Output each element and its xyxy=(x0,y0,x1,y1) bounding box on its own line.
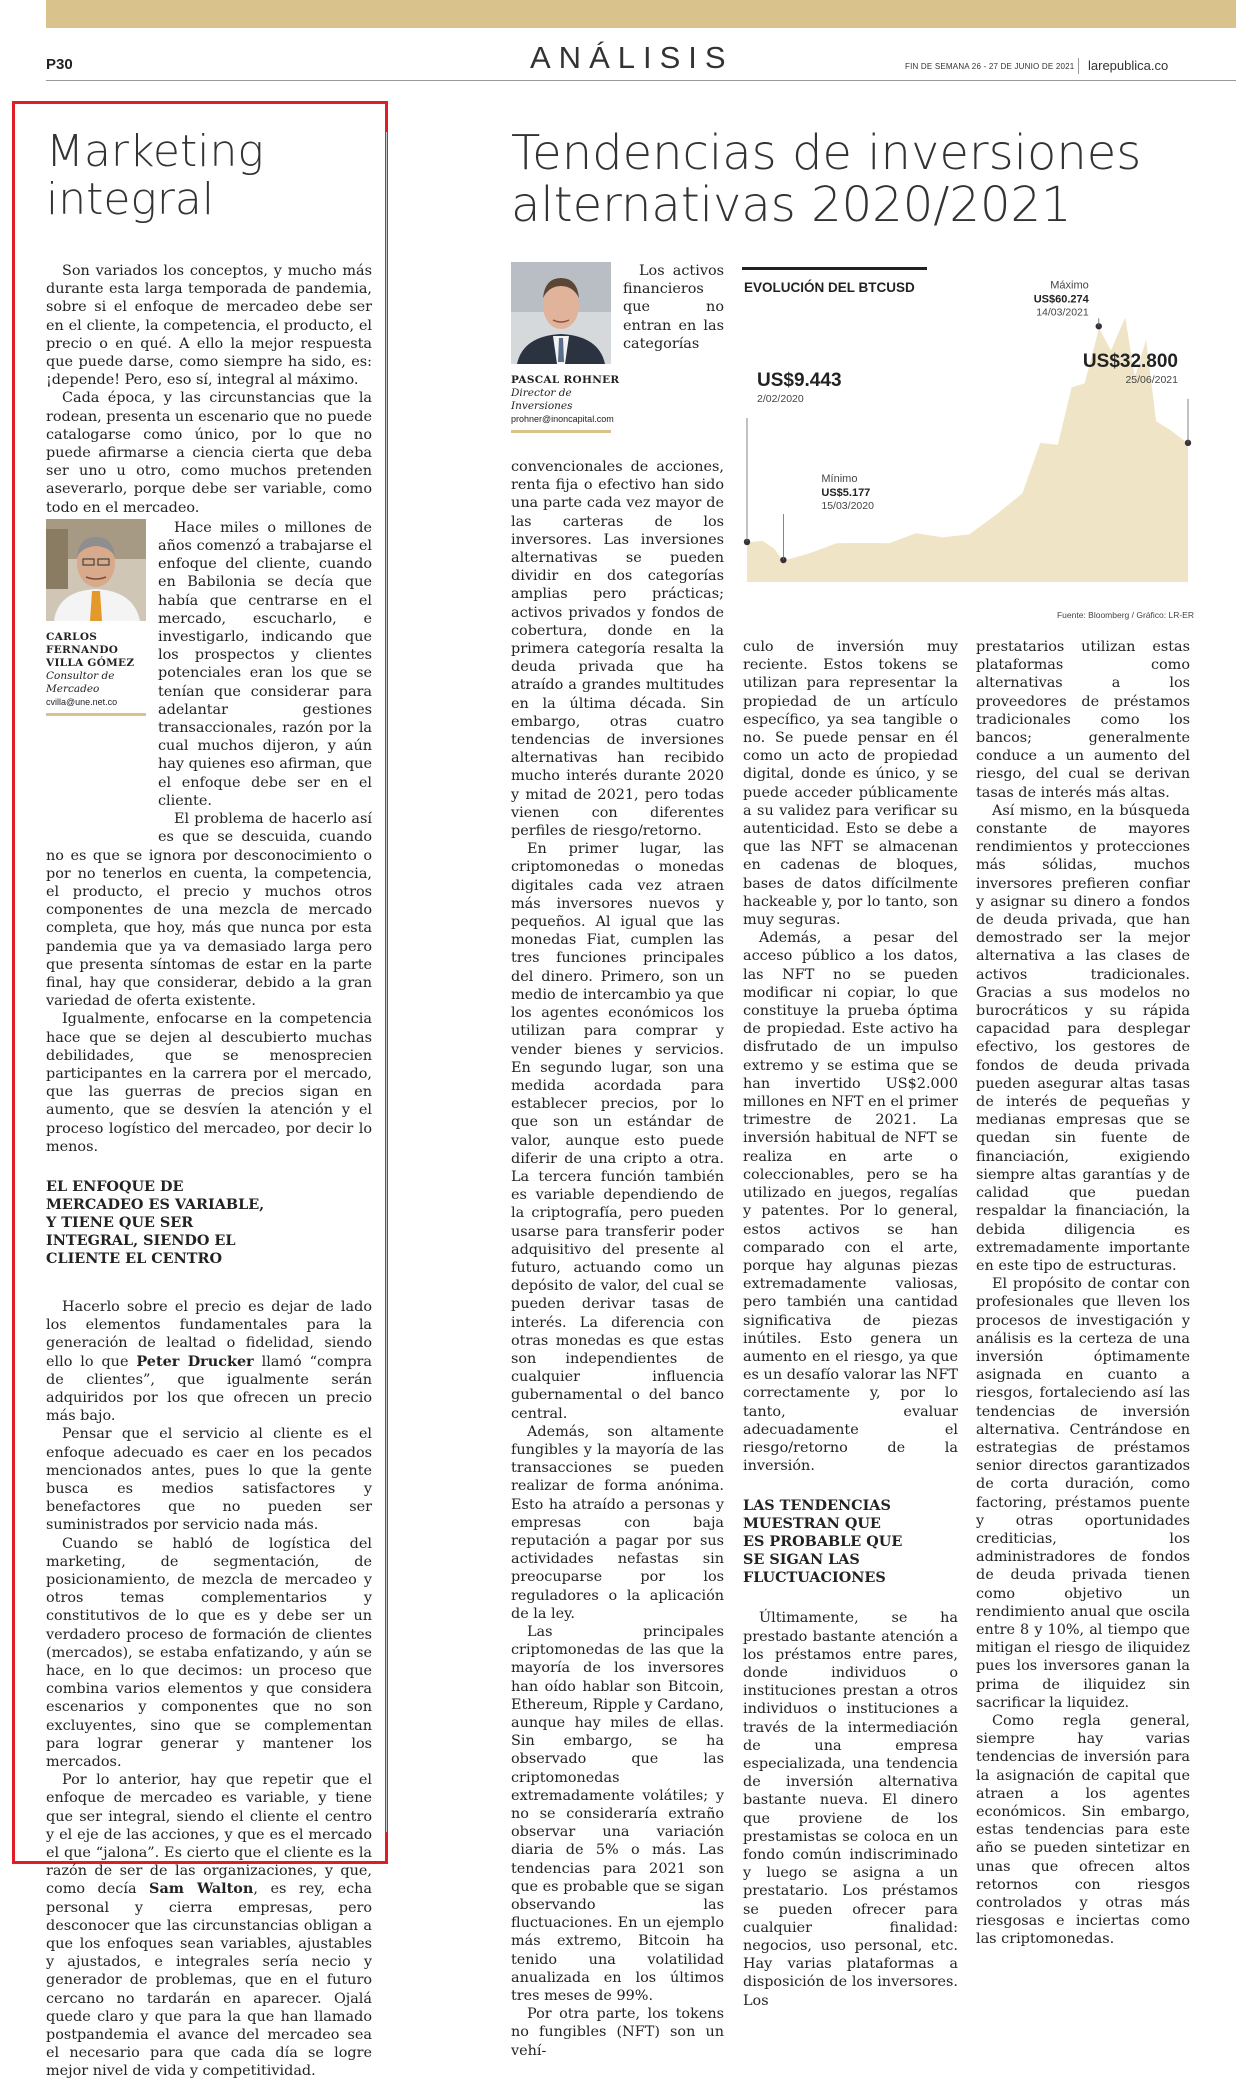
author-email[interactable]: cvilla@une.net.co xyxy=(46,696,118,707)
paragraph xyxy=(46,1298,372,1425)
paragraph: Por otra parte, los tokens no fungibles (NFT) son un vehí- xyxy=(511,2006,724,2059)
issue-date: FIN DE SEMANA 26 - 27 DE JUNIO DE 2021 xyxy=(905,62,1075,71)
text: Por lo anterior, hay que repetir que el enfoque de mercadeo es variable, y tiene que ser integral, siendo el cliente el centro y el eje de las acciones, y que es el mercado el que “jalona”. Es cierto que el cliente es la razón de ser de las organizaciones, y que, como decía xyxy=(46,1772,372,1898)
right-article-col-2 xyxy=(743,638,958,2010)
author-box xyxy=(511,262,623,458)
header-rule xyxy=(46,80,1236,81)
paragraph: prestatarios utilizan estas plataformas como alternativas a los proveedores de préstamos tradicionales como los bancos; generalmente conduce a un aumento del riesgo, del cual se derivan tasas de interés más altas. xyxy=(976,639,1190,801)
paragraph: En primer lugar, las criptomonedas o monedas digitales cada vez atraen más inversores nuevos y pequeños. Al igual que las monedas Fiat, cumplen las tres funciones principales del dinero. Primero, son un medio de intercambio ya que los agentes económicos los utilizan para comprar y vender bienes y servicios. En segundo lugar, son una medida acordada para establecer precios, por lo que son un estándar de valor, aunque esto puede diferir de una cripto a otra. La tercera función también es variable dependiendo de la criptografía, pero pueden usarse para transferir poder adquisitivo del presente al futuro, actuando como un depósito de valor, del cual se pueden derivar tasas de interés. La diferencia con otras monedas es que estas son independientes de cualquier influencia gubernamental o del banco central. xyxy=(511,841,724,1422)
annotation-value: US$5.177 xyxy=(821,487,871,500)
column-divider xyxy=(386,132,387,1832)
annotation-value: US$60.274 xyxy=(1033,293,1089,306)
author-name: CARLOS FERNANDO VILLA GÓMEZ xyxy=(46,630,135,669)
annotation-value: US$32.800 xyxy=(1082,350,1178,372)
text: llamó “compra de clientes”, que igualmente serán adquiridos por los que ofrecen un precio más bajo. xyxy=(46,1353,373,1425)
left-subhead: EL ENFOQUE DE MERCADEO ES VARIABLE, Y TIENE QUE SER INTEGRAL, SIENDO EL CLIENTE EL CENTRO xyxy=(46,1177,265,1267)
text: Hacerlo sobre el precio es dejar de lado los elementos fundamentales para la generación de lealtad o fidelidad, siendo ello lo que xyxy=(46,1298,372,1370)
paragraph: El problema de hacerlo así es que se descuida, cuando no es que se ignora por desconocimiento o por no tenerlos en cuenta, la competencia, el producto, el precio y muchos otros componentes de una mezcla de mercado completa, que hoy, más que nunca por esta pandemia que ya va demasiado larga pero que presenta síntomas de estar en la parte final, hay que considerar, debido a la gran variedad de oferta existente. xyxy=(46,811,372,1010)
annotation-value: US$9.443 xyxy=(757,369,842,391)
annotation-label: Mínimo xyxy=(821,473,858,486)
paragraph: Igualmente, enfocarse en la competencia hace que se dejen al descubierto muchas debilidades, que se menosprecien participantes en la carrera por el mercado, que las guerras de precios sigan en aumento, que se desvíen la atención y el proceso logístico del mercadeo, por decir lo menos. xyxy=(46,1011,372,1155)
paragraph: El propósito de contar con profesionales que lleven los procesos de investigación y análisis es la certeza de una inversión óptimamente asignada en cuanto a riesgos, fortaleciendo así las tendencias de inversión alternativa. Centrándose en estrategias de préstamos senior directos garantizados de corta duración, como factoring, préstamos puente y otras oportunidades crediticias, los administradores de fondos de deuda privada tienen como objetivo un rendimiento anual que oscila entre 8 y 10%, al tiempo que mitigan el riesgo de iliquidez pues los inversores ganan la prima de iliquidez sin sacrificar la liquidez. xyxy=(976,1276,1190,1711)
btc-chart-svg xyxy=(742,262,1196,630)
page-number: P30 xyxy=(46,56,73,73)
btc-chart xyxy=(742,262,1196,630)
right-article-col-3 xyxy=(976,638,1190,1949)
bold-name: Peter Drucker xyxy=(136,1352,254,1370)
left-article-title: Marketing integral xyxy=(46,126,264,225)
author-role: Director de Inversiones xyxy=(511,387,573,412)
bio-rule xyxy=(46,713,146,716)
author-photo xyxy=(511,262,611,364)
paragraph xyxy=(46,1771,372,2080)
paragraph: Los activos financieros que no entran en las categorías convencionales de acciones, renta fija o efectivo han sido una parte cada vez mayor de las carteras de los inversores. Las inversiones alternativas se pueden dividir en dos categorías amplias pero prácticas; activos privados y fondos de cobertura, donde en la primera categoría resalta la deuda privada que ha atraído a grandes multitudes en la última década. Sin embargo, otras cuatro tendencias de inversiones alternativas han recibido mucho interés durante 2020 y mitad de 2021, pero todas vienen con diferentes perfiles de riesgo/retorno. xyxy=(511,263,724,840)
bio-rule xyxy=(511,430,611,433)
text: , es rey, echa personal y cierra empresas, pero desconocer que las circunstancias obligan a que los enfoques sean variables, ajustables y ajustados, e integrales sería necio y generador de problemas, que en el futuro cercano no tardarán en aparecer. Ojalá quede claro y que para la que han llamado postpandemia el avance del mercadeo sea el necesario para que cada día se logre mejor nivel de vida y competitividad. xyxy=(46,1881,372,2080)
paragraph: Últimamente, se ha prestado bastante atención a los préstamos entre pares, donde individuos o instituciones prestan a otros individuos o instituciones a través de la intermediación de una empresa especializada, una tendencia de inversión alternativa bastante nueva. El dinero que proviene de los prestamistas se coloca en un fondo común indiscriminado y luego se asigna a un prestatario. Los préstamos se pueden ofrecer para cualquier finalidad: negocios, uso personal, etc. Hay varias plataformas a disposición de los inversores. Los xyxy=(743,1610,958,2009)
paragraph: Las principales criptomonedas de las que la mayoría de los inversores han oído hablar son Bitcoin, Ethereum, Ripple y Cardano, aunque hay miles de ellas. Sin embargo, se ha observado que las criptomonedas extremadamente volátiles; y no se consideraría extraño observar una variación diaria de 5% o más. Las tendencias para 2021 son que es probable que se sigan observando las fluctuaciones. En un ejemplo más extremo, Bitcoin ha tenido una volatilidad anualizada en los últimos tres meses de 99%. xyxy=(511,1624,724,2005)
author-email[interactable]: prohner@inoncapital.com xyxy=(511,414,614,424)
header-separator xyxy=(1078,58,1079,74)
paragraph: Son variados los conceptos, y mucho más durante esta larga temporada de pandemia, sobre si el enfoque de mercadeo debe ser en el cliente, la competencia, el producto, el precio o en qué. A ello la mejor respuesta que puede darse, como siempre ha sido, es: ¡depende! Pero, eso sí, integral al máximo. xyxy=(46,263,372,389)
chart-title-rule xyxy=(742,267,927,270)
paragraph: Además, a pesar del acceso público a los datos, las NFT no se pueden modificar ni copiar, lo que constituye la prueba óptima de propiedad. Este activo ha disfrutado de un impulso extremo y se estima que se han invertido US$2.000 millones en NFT en el primer trimestre de 2021. La inversión habitual de NFT se realiza en arte o coleccionables, pero se ha utilizado en juegos, regalías y patentes. Por lo general, estos activos se han comparado con el arte, porque hay algunas piezas extremadamente valiosas, pero también una cantidad significativa de piezas inútiles. Esto genera un aumento en el riesgo, ya que es un desafío valorar las NFT correctamente y, por lo tanto, evaluar adecuadamente el riesgo/retorno de la inversión. xyxy=(743,930,958,1475)
annotation-date: 15/03/2020 xyxy=(821,500,874,513)
left-article-body xyxy=(46,262,372,2081)
paragraph: Así mismo, en la búsqueda constante de mayores rendimientos y protecciones más sólidas, muchos inversores prefieren confiar y asignar su dinero a fondos de deuda privada, que han demostrado ser la mejor alternativa a las clases de activos tradicionales. Gracias a sus modelos no burocráticos y su rápida capacidad para desplegar efectivo, los gestores de fondos de deuda privada pueden asegurar altas tasas de interés de pequeñas y medianas empresas que se quedan sin fuente de financiación, exigiendo siempre altas garantías y de calidad que puedan respaldar la financiación, la debida diligencia es extremadamente importante en este tipo de estructuras. xyxy=(976,802,1190,1274)
annotation-date: 25/06/2021 xyxy=(1125,373,1178,386)
bold-name: Sam Walton xyxy=(149,1880,254,1898)
paragraph: culo de inversión muy reciente. Estos tokens se utilizan para representar la propiedad de un artículo específico, ya sea tangible o no. Se puede pensar en él como un acto de propiedad digital, donde es único, y se puede acceder públicamente a su validez para verificar su autenticidad. Esto se debe a que las NFT se almacenan en cadenas de bloques, bases de datos difícilmente hackeable y, por lo tanto, son muy seguras. xyxy=(743,639,958,929)
annotation-date: 2/02/2020 xyxy=(757,392,804,405)
right-article-title: Tendencias de inversiones alternativas 2020/2021 xyxy=(511,125,1142,233)
paragraph: Como regla general, siempre hay varias tendencias de inversión para la asignación de capital que atraen a los agentes económicos. Sin embargo, estas tendencias para este año se pueden sintetizar en unas que ofrecen altos retornos con riesgos controlados y otras más riesgosas e inciertas como las criptomonedas. xyxy=(976,1712,1190,1948)
site-link[interactable]: larepublica.co xyxy=(1088,58,1169,73)
paragraph: Además, son altamente fungibles y la mayoría de las transacciones se pueden realizar de forma anónima. Esto ha atraído a personas y empresas con baja reputación a pagar por sus actividades nefastas sin preocuparse por los reguladores o la aplicación de la ley. xyxy=(511,1423,724,1622)
author-role: Consultor de Mercadeo xyxy=(46,669,115,695)
author-box xyxy=(46,519,158,839)
chart-source: Fuente: Bloomberg / Gráfico: LR-ER xyxy=(1056,610,1194,620)
author-bio xyxy=(511,374,623,433)
chart-title: EVOLUCIÓN DEL BTCUSD xyxy=(744,280,915,295)
top-color-bar xyxy=(46,0,1236,28)
author-name: PASCAL ROHNER xyxy=(511,374,620,386)
author-bio xyxy=(46,631,158,716)
paragraph: Cada época, y las circunstancias que la rodean, presenta un escenario que no puede catalogarse como único, por lo que no puede afirmarse a ciencia cierta que deba ser uno u otro, como muchos pretenden aseverarlo, porque debe ser variable, como todo en el mercadeo. xyxy=(46,390,372,516)
annotation-date: 14/03/2021 xyxy=(1036,306,1089,319)
annotation-label: Máximo xyxy=(1050,279,1089,292)
right-subhead: LAS TENDENCIAS MUESTRAN QUE ES PROBABLE QUE SE SIGAN LAS FLUCTUACIONES xyxy=(743,1497,903,1587)
paragraph: Hace miles o millones de años comenzó a trabajarse el enfoque del cliente, cuando en Babilonia se decía que había que centrarse en el mercado, escucharlo, e investigarlo, indicando que los prospectos y clientes potenciales eran los que se tenían que considerar para adelantar gestiones transaccionales, razón por la cual muchos dijeron, y aún hay quienes eso afirman, que el enfoque debe ser en el cliente. xyxy=(158,519,372,809)
section-title: ANÁLISIS xyxy=(530,40,734,75)
paragraph: Cuando se habló de logística del marketing, de segmentación, de posicionamiento, de mezcla de mercadeo y otros temas complementarios y constitutivos de lo que es y debe ser un verdadero proceso de formación de clientes (mercados), se estaba enfatizando, y aún se hace, en lo que decimos: un proceso que combina varios elementos y que considera escenarios y componentes que no son excluyentes, sino que se complementan para lograr generar y mantener los mercados. xyxy=(46,1535,372,1771)
author-photo xyxy=(46,519,146,621)
paragraph: Pensar que el servicio al cliente es el enfoque adecuado es caer en los pecados mencionados antes, pues lo que la gente busca es medios satisfactores y benefactores que no pueden ser suministrados por servicio nada más. xyxy=(46,1426,372,1534)
right-article-col-1 xyxy=(511,262,724,2060)
